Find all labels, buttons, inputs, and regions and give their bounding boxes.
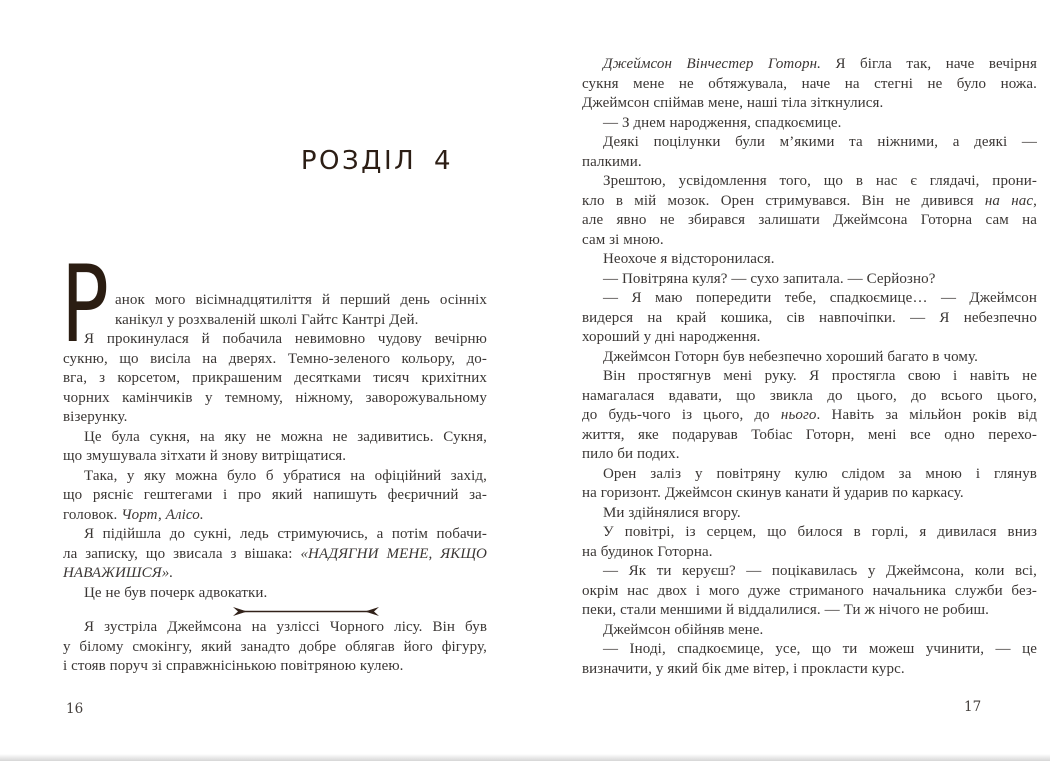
text-line: Джеймсон Готорн був небезпечно хороший багато в чому. xyxy=(603,348,978,365)
text-line: Джеймсон обійняв мене. xyxy=(603,621,764,638)
paragraph xyxy=(582,172,1037,250)
paragraph xyxy=(582,133,1037,172)
text-line: НАВАЖИШСЯ». xyxy=(63,565,174,581)
text-line: У повітрі, із серцем, що билося в горлі, я дивилася вниз xyxy=(603,524,1037,540)
drop-cap-text xyxy=(63,291,487,330)
paragraph xyxy=(582,621,1037,641)
text-line: сам зі мною. xyxy=(582,231,664,248)
text-line: Джеймсон Вінчестер Готорн. Я бігла так, наче вечірня xyxy=(603,56,1038,72)
text-line: палкими. xyxy=(582,153,642,170)
paragraph xyxy=(582,562,1037,621)
text-line: пило би подих. xyxy=(582,446,680,462)
text-line: — Іноді, спадкоємице, усе, що ти можеш учинити, — це xyxy=(603,641,1037,657)
arrow-divider-icon xyxy=(231,605,381,618)
drop-cap-letter: Р xyxy=(61,243,109,366)
text-line: хороший у дні народження. xyxy=(582,329,761,345)
text-line: що змушувала зітхати й знову витріщатися. xyxy=(63,448,347,464)
text-line: Орен заліз у повітряну кулю слідом за мною і глянув xyxy=(603,465,1037,482)
text-line: сукня мене не обтяжувала, наче на стегні не було ножа. xyxy=(582,75,1037,92)
paragraph xyxy=(582,465,1037,504)
text-line: Джеймсон спіймав мене, наші тіла зіткнулися. xyxy=(582,95,884,111)
text-line: сукню, що висіла на дверях. Темно-зеленого кольору, до- xyxy=(63,350,487,367)
text-line: намагалася вдавати, що звикла до цього, до всього цього, xyxy=(582,387,1037,404)
paragraph xyxy=(63,467,487,526)
text-line: Зрештою, усвідомлення того, що в нас є глядачі, прони- xyxy=(603,173,1037,189)
paragraph xyxy=(582,55,1037,114)
text-line: чорних камінчиків у темному, ніжному, заворожувальному xyxy=(63,389,487,406)
text-line: Я зустріла Джеймсона на узліссі Чорного лісу. Він був xyxy=(84,619,487,635)
text-line: у білому смокінгу, який занадто добре облягав його фігуру, xyxy=(63,638,487,655)
page-edge-shadow xyxy=(0,754,1050,761)
text-line: Неохоче я відсторонилася. xyxy=(603,251,775,267)
text-line: і стояв поруч зі справжнісінькою повітряною кулею. xyxy=(63,658,404,674)
paragraph xyxy=(63,618,487,677)
paragraph xyxy=(582,523,1037,562)
text-line: але явно не збирався залишати Джеймсона Готорна сам на xyxy=(582,212,1037,228)
text-line: Я підійшла до сукні, ледь стримуючись, а потім побачи- xyxy=(84,526,487,542)
paragraph xyxy=(582,270,1037,290)
paragraph xyxy=(582,640,1037,679)
right-page xyxy=(582,55,1037,679)
text-line: окрім нас двох і мого дуже стриманого начальника служби без- xyxy=(582,582,1037,599)
paragraph xyxy=(63,584,487,604)
text-line: візерунку. xyxy=(63,409,128,425)
text-line: головок. Чорт, Алісо. xyxy=(63,506,204,523)
text-line: — Я маю попередити тебе, спадкоємице… — Джеймсон xyxy=(603,290,1037,306)
text-line: кло в мій мозок. Орен стримувався. Він не дивився на нас, xyxy=(582,192,1037,209)
text-line: — Як ти керуєш? — поцікавилась у Джеймсона, коли всі, xyxy=(603,563,1037,579)
text-line: канікул у розхваленій школі Гайтс Кантрі Дей. xyxy=(115,311,419,328)
text-line: життя, яке подарував Тобіас Готорн, мені все одно перехо- xyxy=(582,426,1037,443)
text-line: анок мого вісімнадцятиліття й перший день осінніх xyxy=(115,292,487,308)
page-number-right: 17 xyxy=(964,699,982,715)
text-line: визначити, у який бік дме вітер, і прокласти курс. xyxy=(582,660,905,677)
text-line: Це була сукня, на яку не можна не задивитись. Сукня, xyxy=(84,428,487,445)
paragraph xyxy=(63,525,487,584)
text-line: Він простягнув мені руку. Я простягла свою і навіть не xyxy=(603,368,1037,384)
text-line: вга, з корсетом, прикрашеним десятками тисяч крихітних xyxy=(63,370,487,386)
paragraph xyxy=(63,428,487,467)
text-line: на горизонт. Джеймсон скинув канати й ударив по каркасу. xyxy=(582,485,964,501)
paragraph xyxy=(582,367,1037,465)
text-line: до будь-чого із цього, до нього. Навіть за мільйон років від xyxy=(582,407,1037,423)
chapter-heading: РОЗДІЛ 4 xyxy=(300,146,453,176)
paragraph xyxy=(582,348,1037,368)
left-page xyxy=(61,243,487,677)
text-line: що рясніє гештегами і про який напишуть феєричний за- xyxy=(63,487,487,503)
text-line: Деякі поцілунки були м’якими та ніжними, а деякі — xyxy=(603,134,1037,150)
text-line: ла записку, що звисала з вішака: «НАДЯГНИ МЕНЕ, ЯКЩО xyxy=(63,545,487,562)
paragraph xyxy=(582,289,1037,348)
paragraph xyxy=(63,330,487,428)
text-line: Ми здійнялися вгору. xyxy=(603,504,741,521)
text-line: на будинок Готорна. xyxy=(582,543,713,560)
text-line: пеки, стали меншими й віддалилися. — Ти ж нічого не робиш. xyxy=(582,602,990,618)
text-line: — Повітряна куля? — сухо запитала. — Серйозно? xyxy=(603,270,936,287)
page-number-left: 16 xyxy=(66,701,84,717)
paragraph xyxy=(582,504,1037,524)
text-line: Це не був почерк адвокатки. xyxy=(84,584,268,601)
text-line: Така, у яку можна було б убратися на офіційний захід, xyxy=(84,467,487,484)
text-line: Я прокинулася й побачила невимовно чудову вечірню xyxy=(84,331,487,347)
paragraph xyxy=(582,250,1037,270)
text-line: видерся на край кошика, сів навпочіпки. — Я небезпечно xyxy=(582,309,1037,326)
paragraph xyxy=(582,114,1037,134)
text-line: — З днем народження, спадкоємице. xyxy=(603,114,842,131)
